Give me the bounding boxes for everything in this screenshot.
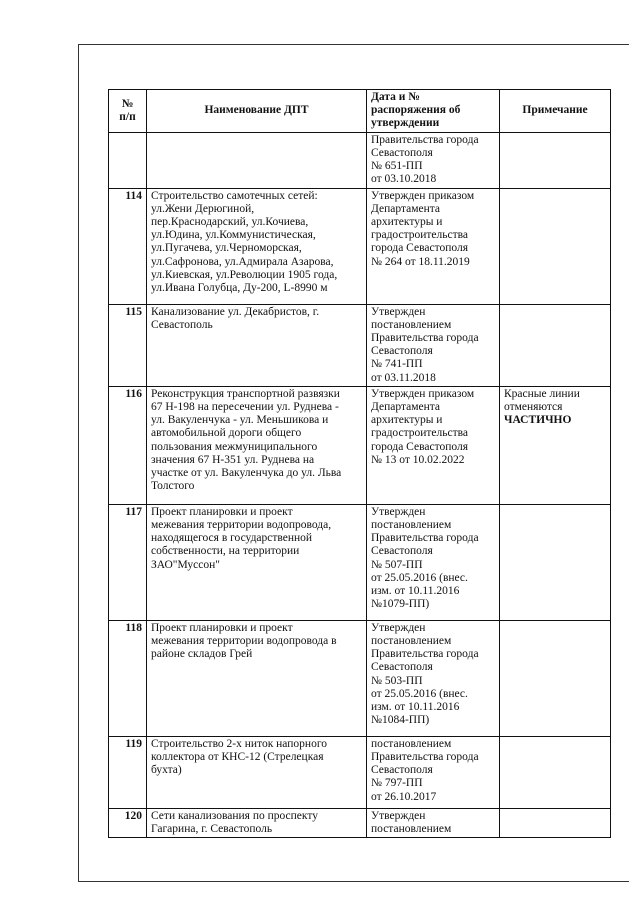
name-line: Реконструкция транспортной развязки [151,387,340,400]
approval-date-cell [367,736,500,808]
name-line: Сети канализования по проспекту [151,809,318,822]
name-line: пер.Краснодарский, ул.Кочиева, [151,216,309,229]
date-line: постановлением [371,823,452,836]
row-number [109,132,147,188]
date-line: от 26.10.2017 [371,790,437,803]
name-line: находящегося в государственной [151,532,313,545]
date-line: города Севастополя [371,440,468,453]
approval-date-cell [367,304,500,386]
name-line: Канализование ул. Декабристов, г. [151,305,320,318]
table-row [109,620,611,736]
approval-date-cell [367,504,500,620]
row-number: 118 [109,620,147,736]
table-row [109,304,611,386]
name-line: значения 67 Н-351 ул. Руднева на [151,453,315,466]
date-line: Севастополя [371,345,433,358]
table-row [109,808,611,837]
row-number: 114 [109,188,147,304]
dpt-name-cell [147,132,367,188]
name-line: Толстого [151,480,195,493]
date-line: Утвержден приказом [371,189,475,202]
row-number: 117 [109,504,147,620]
date-line: №1079-ПП) [371,598,430,611]
approval-date-cell [367,620,500,736]
name-line: ул.Юдина, ул.Коммунистическая, [151,229,316,242]
date-line: Севастополя [371,545,433,558]
date-line: Утвержден [371,505,426,518]
date-line: № 741-ПП [371,358,423,371]
date-line: Правительства города [371,751,479,764]
table-row [109,132,611,188]
approval-date-cell [367,188,500,304]
note-cell [500,808,611,837]
table-row [109,188,611,304]
date-line: города Севастополя [371,242,468,255]
date-line: Правительства города [371,332,479,345]
date-line: № 797-ПП [371,777,423,790]
name-line: Гагарина, г. Севастополь [151,823,273,836]
name-line: Строительство самотечных сетей: [151,189,318,202]
note-cell [500,386,611,504]
date-line: градостроительства [371,427,469,440]
date-line: от 03.11.2018 [371,371,436,384]
name-line: 67 Н-198 на пересечении ул. Руднева - [151,401,339,414]
table-row [109,504,611,620]
date-line: архитектуры и [371,414,443,427]
date-line: Правительства города [371,133,479,146]
column-header-number: № п/п [109,90,147,133]
date-line: № 651-ПП [371,160,423,173]
name-line: межевания территории водопровода в [151,635,337,648]
name-line: ул.Ивана Голубца, Ду-200, L-8990 м [151,282,328,295]
name-line: ЗАО"Муссон" [151,558,220,571]
approval-date-cell [367,386,500,504]
date-line: постановлением [371,519,452,532]
date-line: Утвержден [371,809,426,822]
date-line: постановлением [371,318,452,331]
name-line: ул.Киевская, ул.Революции 1905 года, [151,268,338,281]
dpt-name-cell [147,808,367,837]
date-line: №1084-ПП) [371,714,430,727]
dpt-table [108,89,611,838]
table-row [109,386,611,504]
name-line: Проект планировки и проект [151,621,293,634]
date-line: градостроительства [371,229,469,242]
dpt-name-cell [147,620,367,736]
note-line: ЧАСТИЧНО [504,414,572,427]
name-line: ул.Сафронова, ул.Адмирала Азарова, [151,255,334,268]
date-line: Департамента [371,202,441,215]
date-line: Севастополя [371,764,433,777]
name-line: районе складов Грей [151,648,253,661]
date-line: от 03.10.2018 [371,173,437,186]
date-line: № 503-ПП [371,674,423,687]
row-number: 119 [109,736,147,808]
note-cell [500,132,611,188]
date-line: Утвержден [371,621,426,634]
date-line: Севастополя [371,661,433,674]
dpt-name-cell [147,504,367,620]
name-line: ул.Пугачева, ул.Черноморская, [151,242,302,255]
header-row [109,90,611,133]
date-line: архитектуры и [371,216,443,229]
dpt-name-cell [147,304,367,386]
date-line: от 25.05.2016 (внес. [371,571,468,584]
dpt-name-cell [147,386,367,504]
date-line: от 25.05.2016 (внес. [371,687,468,700]
name-line: пользования межмуниципального [151,440,318,453]
date-line: Правительства города [371,648,479,661]
name-line: Проект планировки и проект [151,505,293,518]
column-header-note: Примечание [500,90,611,133]
date-line: Севастополя [371,146,433,159]
row-number: 115 [109,304,147,386]
approval-date-cell [367,808,500,837]
date-line: изм. от 10.11.2016 [371,701,460,714]
note-cell [500,620,611,736]
date-line: № 264 от 18.11.2019 [371,255,470,268]
name-line: Севастополь [151,318,213,331]
note-cell [500,736,611,808]
row-number: 120 [109,808,147,837]
date-line: Департамента [371,401,441,414]
note-line: Красные линии [504,387,580,400]
date-line: Правительства города [371,532,479,545]
name-line: ул.Жени Дерюгиной, [151,202,255,215]
note-line: отменяются [504,401,563,414]
date-line: Утвержден приказом [371,387,475,400]
approval-date-cell [367,132,500,188]
table-body [109,132,611,838]
dpt-name-cell [147,736,367,808]
name-line: автомобильной дороги общего [151,427,302,440]
name-line: коллектора от КНС-12 (Стрелецкая [151,751,324,764]
note-cell [500,304,611,386]
date-line: Утвержден [371,305,426,318]
name-line: бухта) [151,764,182,777]
name-line: ул. Вакуленчука - ул. Меньшикова и [151,414,329,427]
date-line: № 507-ПП [371,558,423,571]
name-line: межевания территории водопровода, [151,519,332,532]
table-row [109,736,611,808]
name-line: собственности, на территории [151,545,300,558]
dpt-name-cell [147,188,367,304]
date-line: постановлением [371,737,452,750]
row-number: 116 [109,386,147,504]
date-line: изм. от 10.11.2016 [371,585,460,598]
note-cell [500,188,611,304]
date-line: постановлением [371,635,452,648]
column-header-name: Наименование ДПТ [147,90,367,133]
name-line: Строительство 2-х ниток напорного [151,737,328,750]
note-cell [500,504,611,620]
date-line: № 13 от 10.02.2022 [371,453,465,466]
column-header-date: Дата и № распоряжения об утверждении [367,90,500,133]
name-line: участке от ул. Вакуленчука до ул. Льва [151,467,342,480]
